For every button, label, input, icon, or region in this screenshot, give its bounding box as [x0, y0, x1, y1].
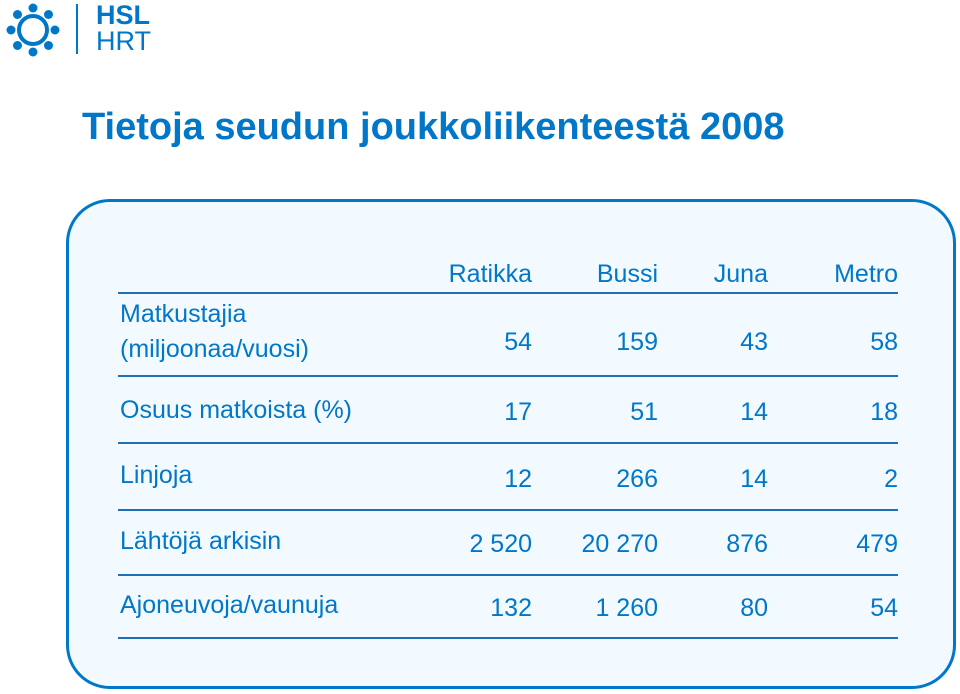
row-divider [118, 509, 898, 511]
row-divider [118, 442, 898, 444]
table-cell: 18 [870, 398, 898, 426]
logo-hrt-text: HRT [96, 26, 152, 56]
table-cell: 2 520 [469, 530, 532, 558]
table-cell: 159 [616, 328, 658, 356]
page-title: Tietoja seudun joukkoliikenteestä 2008 [82, 106, 785, 148]
column-header-juna: Juna [713, 260, 768, 288]
row-divider [118, 375, 898, 377]
row-divider [118, 574, 898, 576]
logo-wordmark [96, 2, 151, 55]
network-sun-icon [4, 2, 62, 58]
table-cell: 80 [740, 594, 768, 622]
row-label-osuus: Osuus matkoista (%) [120, 396, 353, 424]
table-cell: 876 [726, 530, 768, 558]
table-cell: 479 [856, 530, 898, 558]
table-cell: 14 [740, 398, 768, 426]
table-cell: 43 [740, 328, 768, 356]
table-cell: 14 [740, 465, 768, 493]
table-cell: 2 [884, 465, 898, 493]
header-rule [118, 292, 898, 294]
table-cell: 17 [504, 398, 532, 426]
column-header-metro: Metro [834, 260, 898, 288]
row-label-matkustajia: Matkustajia [120, 300, 247, 328]
row-label-matkustajia-unit: (miljoonaa/vuosi) [120, 335, 309, 363]
table-cell: 12 [504, 465, 532, 493]
logo-hsl-text: HSL [96, 0, 150, 30]
table-cell: 51 [630, 398, 658, 426]
table-cell: 266 [616, 465, 658, 493]
table-cell: 54 [504, 328, 532, 356]
row-divider [118, 637, 898, 639]
row-label-linjoja: Linjoja [120, 461, 193, 489]
table-cell: 20 270 [581, 530, 658, 558]
logo-divider [76, 4, 78, 54]
table-cell: 1 260 [595, 594, 658, 622]
row-label-lahtoja: Lähtöjä arkisin [120, 527, 282, 555]
column-header-bussi: Bussi [596, 260, 658, 288]
column-header-ratikka: Ratikka [448, 260, 532, 288]
row-label-ajoneuvoja: Ajoneuvoja/vaunuja [120, 591, 339, 619]
table-cell: 54 [870, 594, 898, 622]
table-cell: 132 [490, 594, 532, 622]
table-cell: 58 [870, 328, 898, 356]
